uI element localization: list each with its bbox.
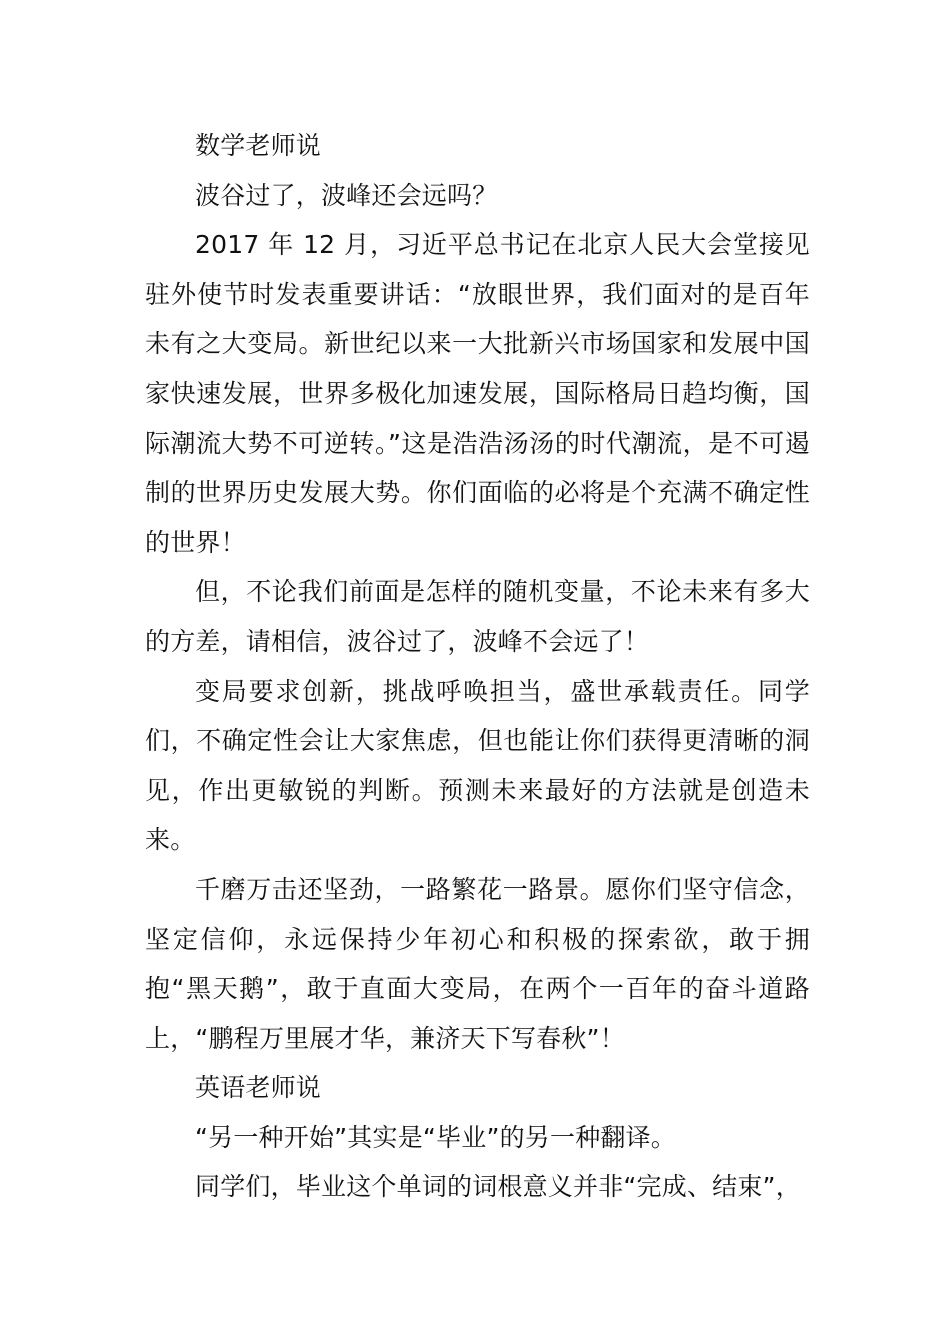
paragraph-change-innovation: 变局要求创新，挑战呼唤担当，盛世承载责任。同学们，不确定性会让大家焦虑，但也能让你们获得更清晰的洞见，作出更敏锐的判断。预测未来最好的方法就是创造未来。 <box>145 676 810 855</box>
section-subtitle-math: 波谷过了，波峰还会远吗？ <box>195 180 498 210</box>
paragraph-speech-quote: 2017 年 12 月，习近平总书记在北京人民大会堂接见驻外使节时发表重要讲话：“放眼世界，我们面对的是百年未有之大变局。新世纪以来一大批新兴市场国家和发展中国家快速发展，世界多极化加速发展，国际格局日趋均衡，国际潮流大势不可逆转。”这是浩浩汤汤的时代潮流，是不可遏制的世界历史发展大势。你们面临的必将是个充满不确定性的世界！ <box>145 230 810 557</box>
section-heading-english-teacher: 英语老师说 <box>195 1073 322 1103</box>
section-subtitle-english: “另一种开始”其实是“毕业”的另一种翻译。 <box>195 1122 677 1152</box>
paragraph-blessing: 千磨万击还坚劲，一路繁花一路景。愿你们坚守信念，坚定信仰，永远保持少年初心和积极的探索欲，敢于拥抱“黑天鹅”，敢于直面大变局，在两个一百年的奋斗道路上，“鹏程万里展才华，兼济天下写春秋”！ <box>145 874 810 1053</box>
paragraph-random-variable: 但，不论我们前面是怎样的随机变量，不论未来有多大的方差，请相信，波谷过了，波峰不会远了！ <box>145 577 810 656</box>
paragraph-graduation-meaning: 同学们，毕业这个单词的词根意义并非“完成、结束”， <box>195 1172 801 1202</box>
section-heading-math-teacher: 数学老师说 <box>195 131 322 160</box>
document-body <box>145 121 810 1212</box>
